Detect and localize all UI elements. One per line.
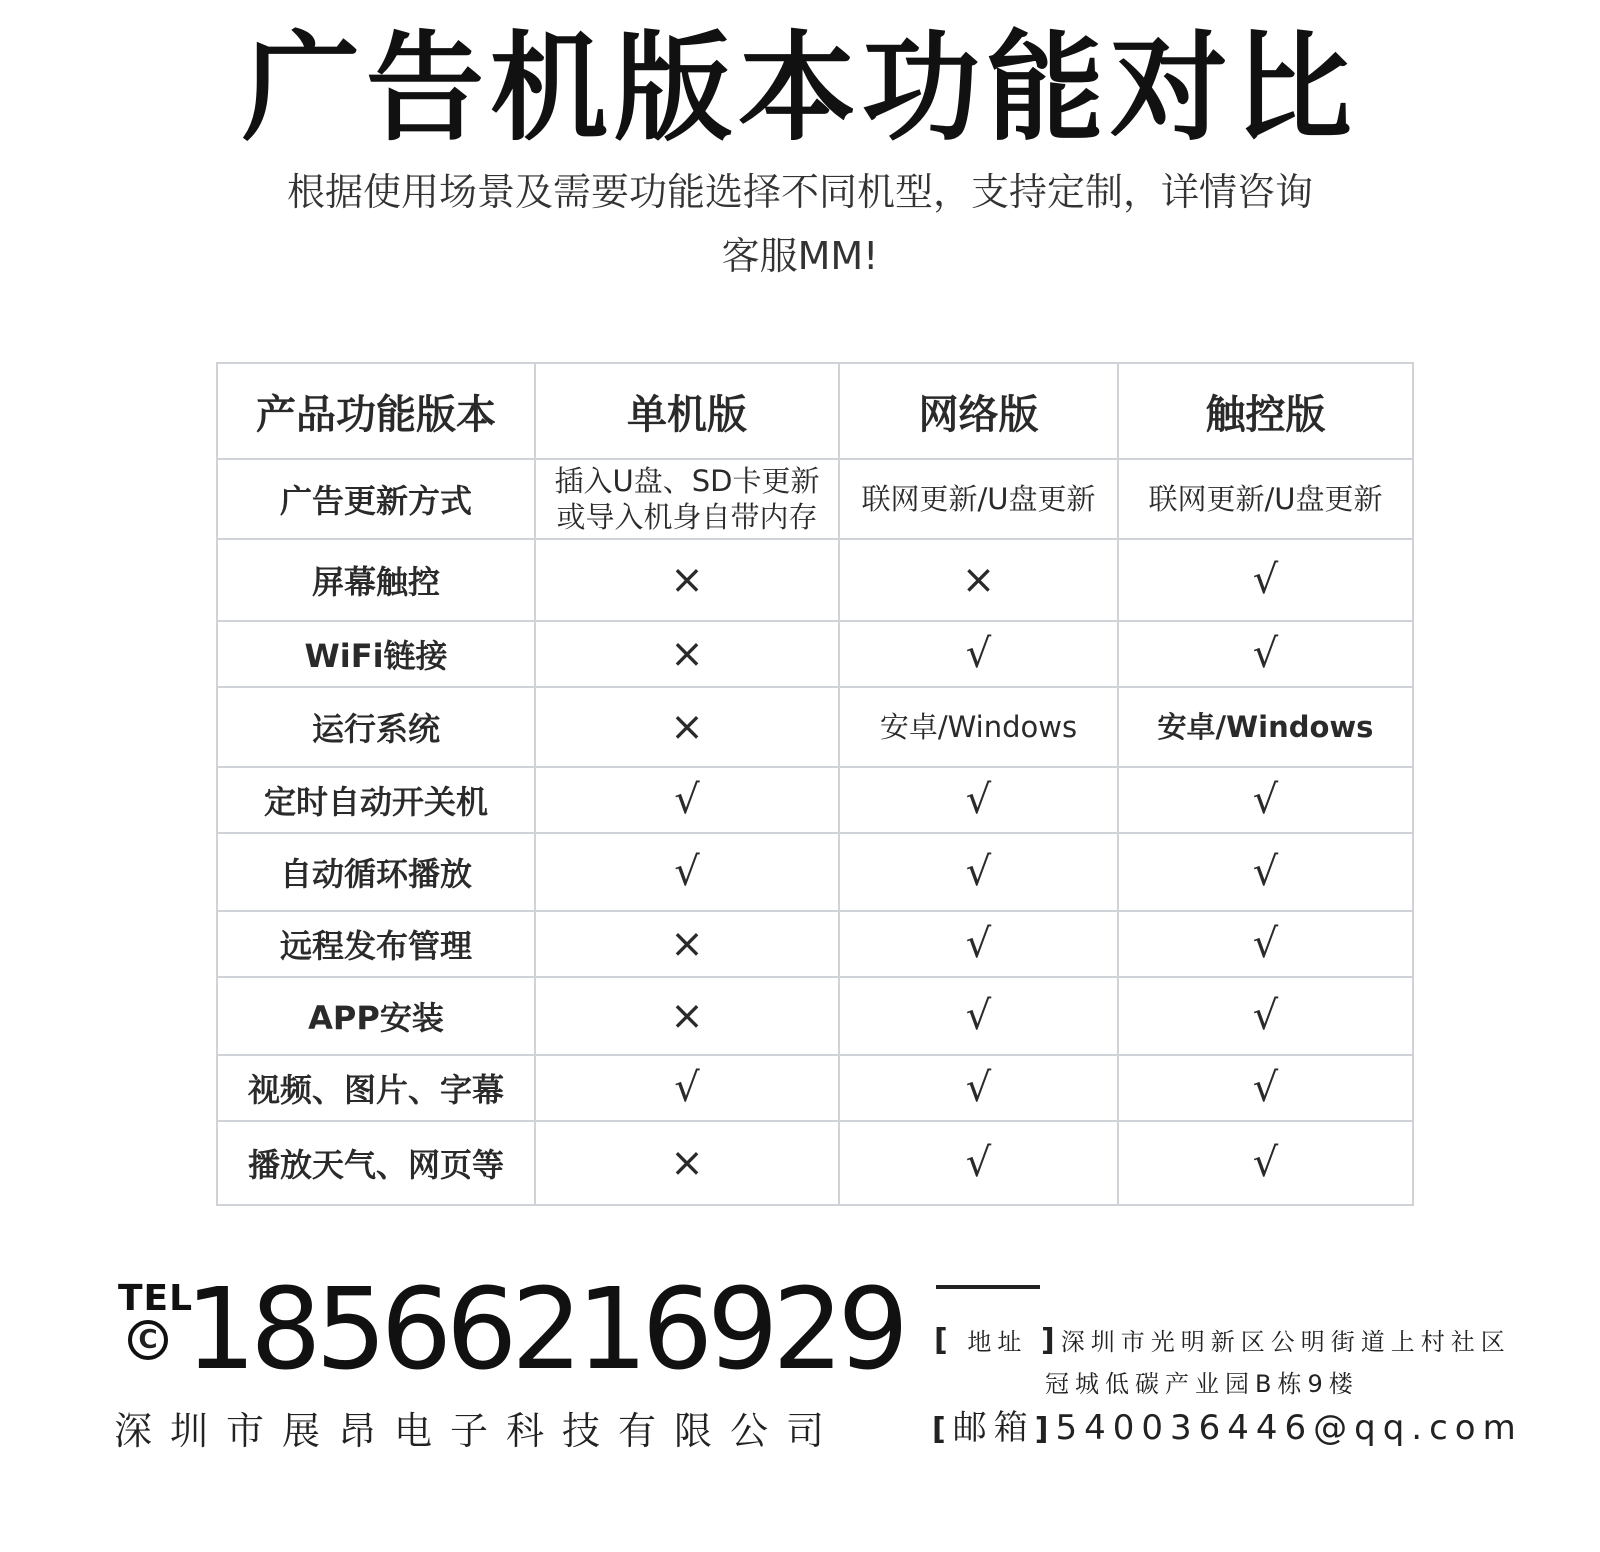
page-title: 广告机版本功能对比 [241,19,1358,157]
check-icon: √ [839,1121,1118,1205]
table-row [217,977,1413,1055]
table-row [217,833,1413,911]
check-icon: √ [535,767,839,833]
comparison-table [216,362,1414,1206]
table-row [217,459,1413,539]
feature-cell: 定时自动开关机 [217,767,535,833]
check-icon: √ [1118,539,1413,621]
check-icon: √ [535,833,839,911]
value-cell: 安卓/Windows [839,687,1118,767]
value-cell: 安卓/Windows [1118,687,1413,767]
cross-icon: × [535,539,839,621]
header-touch: 触控版 [1118,363,1413,459]
check-icon: √ [839,977,1118,1055]
email-label: 邮箱 [952,1408,1035,1448]
check-icon: √ [1118,911,1413,977]
check-icon: √ [839,767,1118,833]
check-icon: √ [1118,1055,1413,1121]
check-icon: √ [839,1055,1118,1121]
feature-cell: 视频、图片、字幕 [217,1055,535,1121]
page-subtitle: 根据使用场景及需要功能选择不同机型，支持定制，详情咨询客服MM! [286,170,1313,278]
feature-cell: APP安装 [217,977,535,1055]
table-row [217,767,1413,833]
address-text-1: 深圳市光明新区公明街道上村社区 [1060,1328,1511,1356]
cross-icon: × [535,911,839,977]
divider [936,1285,1040,1289]
value-cell: 插入U盘、SD卡更新或导入机身自带内存 [535,459,839,539]
cross-icon: × [535,687,839,767]
bracket-open: [ [932,1412,953,1447]
tel-label: TEL [118,1278,194,1319]
feature-cell: 自动循环播放 [217,833,535,911]
phone-number: 18566216929 [185,1265,903,1395]
header-feature: 产品功能版本 [217,363,535,459]
check-icon: √ [535,1055,839,1121]
table-row [217,1121,1413,1205]
check-icon: √ [1118,977,1413,1055]
check-icon: √ [1118,833,1413,911]
table-row [217,911,1413,977]
cross-icon: × [535,977,839,1055]
email-line [932,1400,1523,1449]
bracket-close: ] [1034,1412,1056,1447]
address-line-1 [934,1322,1511,1358]
feature-cell: 远程发布管理 [217,911,535,977]
bracket-open: [ [934,1323,954,1358]
address-label: 地址 [967,1328,1028,1356]
check-icon: √ [1118,767,1413,833]
header-network: 网络版 [839,363,1118,459]
table-row [217,1055,1413,1121]
feature-cell: 播放天气、网页等 [217,1121,535,1205]
table-row [217,621,1413,687]
company-name: 深圳市展昂电子科技有限公司 [114,1409,843,1453]
address-line-2: 冠城低碳产业园B栋9楼 [1045,1370,1359,1398]
cross-icon: × [535,621,839,687]
check-icon: √ [1118,1121,1413,1205]
check-icon: √ [1118,621,1413,687]
table-header-row [217,363,1413,459]
table-row [217,687,1413,767]
cross-icon: × [839,539,1118,621]
header-standalone: 单机版 [535,363,839,459]
check-icon: √ [839,833,1118,911]
feature-cell: 运行系统 [217,687,535,767]
feature-cell: 屏幕触控 [217,539,535,621]
bracket-close: ] [1041,1323,1061,1358]
cross-icon: × [535,1121,839,1205]
table-row [217,539,1413,621]
copyright-icon: C [128,1320,168,1360]
feature-cell: WiFi链接 [217,621,535,687]
value-cell: 联网更新/U盘更新 [839,459,1118,539]
value-cell: 联网更新/U盘更新 [1118,459,1413,539]
email-address: 540036446@qq.com [1055,1408,1523,1448]
feature-cell: 广告更新方式 [217,459,535,539]
check-icon: √ [839,911,1118,977]
check-icon: √ [839,621,1118,687]
